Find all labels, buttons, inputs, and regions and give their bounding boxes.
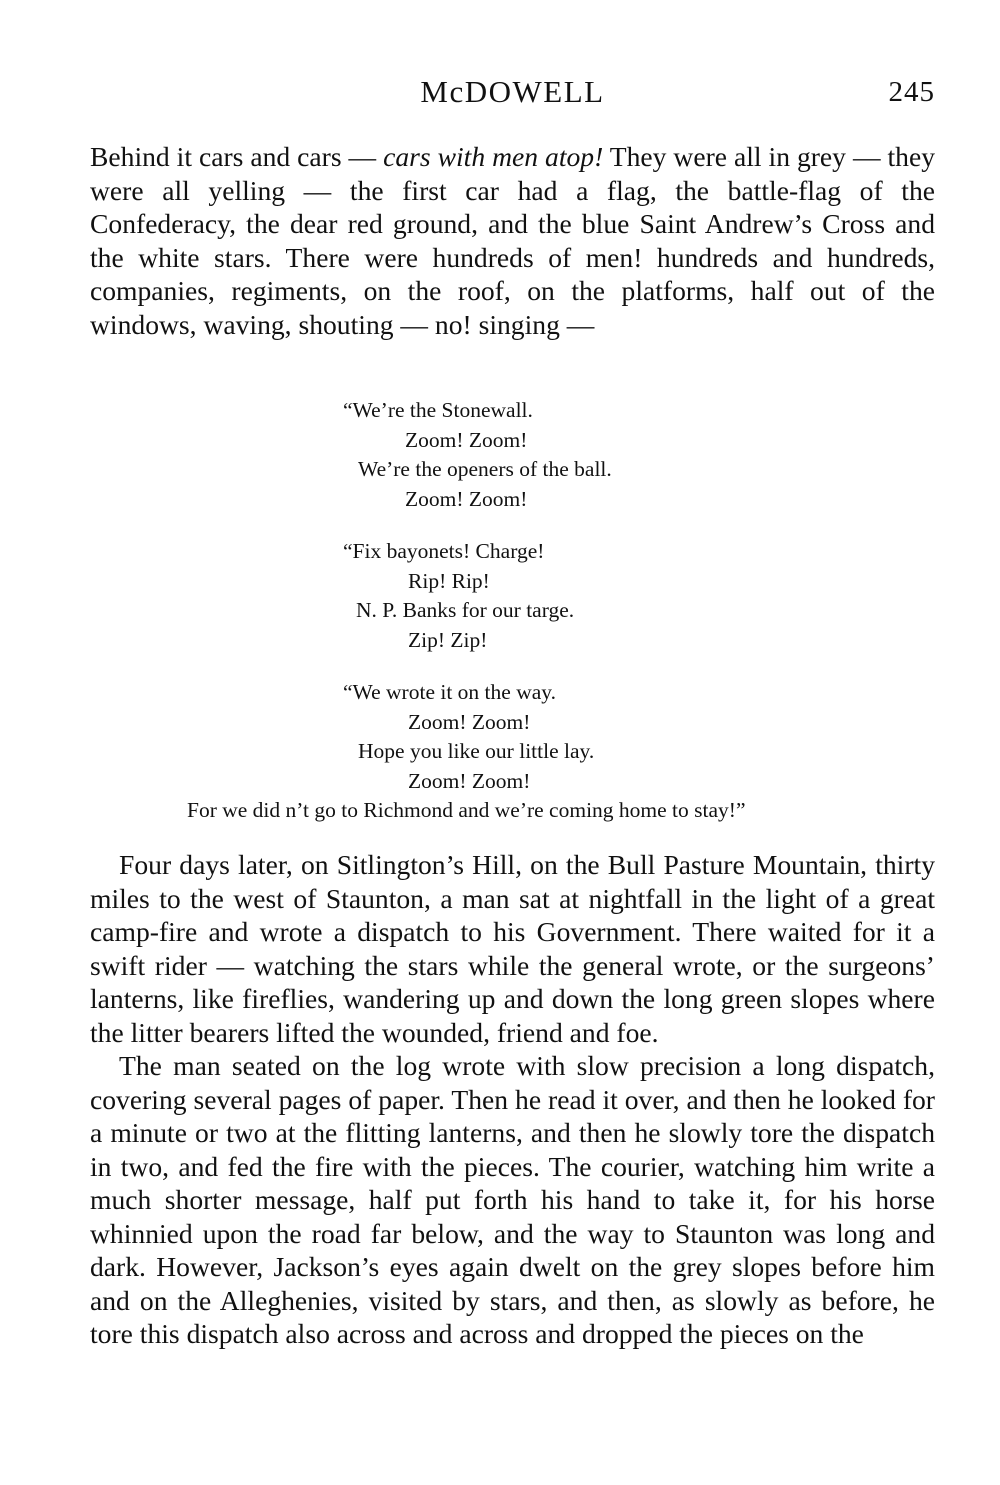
verse-line: Zoom! Zoom!: [405, 486, 528, 511]
verse-line: Zoom! Zoom!: [408, 709, 531, 734]
paragraph-1-start: Behind it cars and cars —: [90, 141, 384, 172]
verse-line: Hope you like our little lay.: [358, 739, 595, 764]
paragraph-1-italic-phrase: cars with men atop!: [383, 141, 604, 172]
closing-paragraphs-block: [90, 848, 935, 1351]
verse-line: Zoom! Zoom!: [408, 768, 531, 793]
verse-line: Zoom! Zoom!: [405, 427, 528, 452]
verse-line: N. P. Banks for our targe.: [356, 598, 575, 623]
paragraph-1-rest: They were all in grey — they were all yelling — the first car had a flag, the battle-flag of the Confederacy, the dear red ground, and the blue Saint Andrew’s Cross and the white stars. There were hundreds of men! hundreds and hundreds, companies, regiments, on the roof, on the platforms, half out of the windows, waving, shouting — no! singing —: [90, 141, 936, 340]
verse-line: Rip! Rip!: [408, 568, 490, 593]
paragraph-2: Four days later, on Sitlington’s Hill, on the Bull Pasture Mountain, thirty miles to the west of Staunton, a man sat at nightfall in the light of a great camp-fire and wrote a dispatch to his Government. There waited for it a swift rider — watching the stars while the general wrote, or the surgeons’ lanterns, like fireflies, wandering up and down the long green slopes where the litter bearers lifted the wounded, friend and foe.: [90, 849, 935, 1048]
verse-final-line: For we did n’t go to Richmond and we’re coming home to stay!”: [187, 798, 746, 823]
page-number: 245: [888, 76, 935, 108]
verse-line: Zip! Zip!: [408, 627, 488, 652]
verse-line: We’re the openers of the ball.: [358, 457, 612, 482]
verse-line: “We’re the Stonewall.: [343, 398, 533, 422]
running-title: McDOWELL: [420, 74, 605, 109]
verse-line: “Fix bayonets! Charge!: [343, 539, 545, 563]
paragraph-3: The man seated on the log wrote with slow precision a long dispatch, covering several pages of paper. Then he read it over, and then he looked for a minute or two at the flitting lanterns, and then he slowly tore the dispatch in two, and fed the fire with the pieces. The courier, watching him write a much shorter message, half put forth his hand to take it, for his horse whinnied upon the road far below, and the way to Staunton was long and dark. However, Jackson’s eyes again dwelt on the grey slopes before him and on the Alleghenies, visited by stars, and then, as slowly as before, he tore this dispatch also across and across and dropped the pieces on the: [90, 1050, 935, 1349]
verse-line: “We wrote it on the way.: [343, 680, 556, 704]
